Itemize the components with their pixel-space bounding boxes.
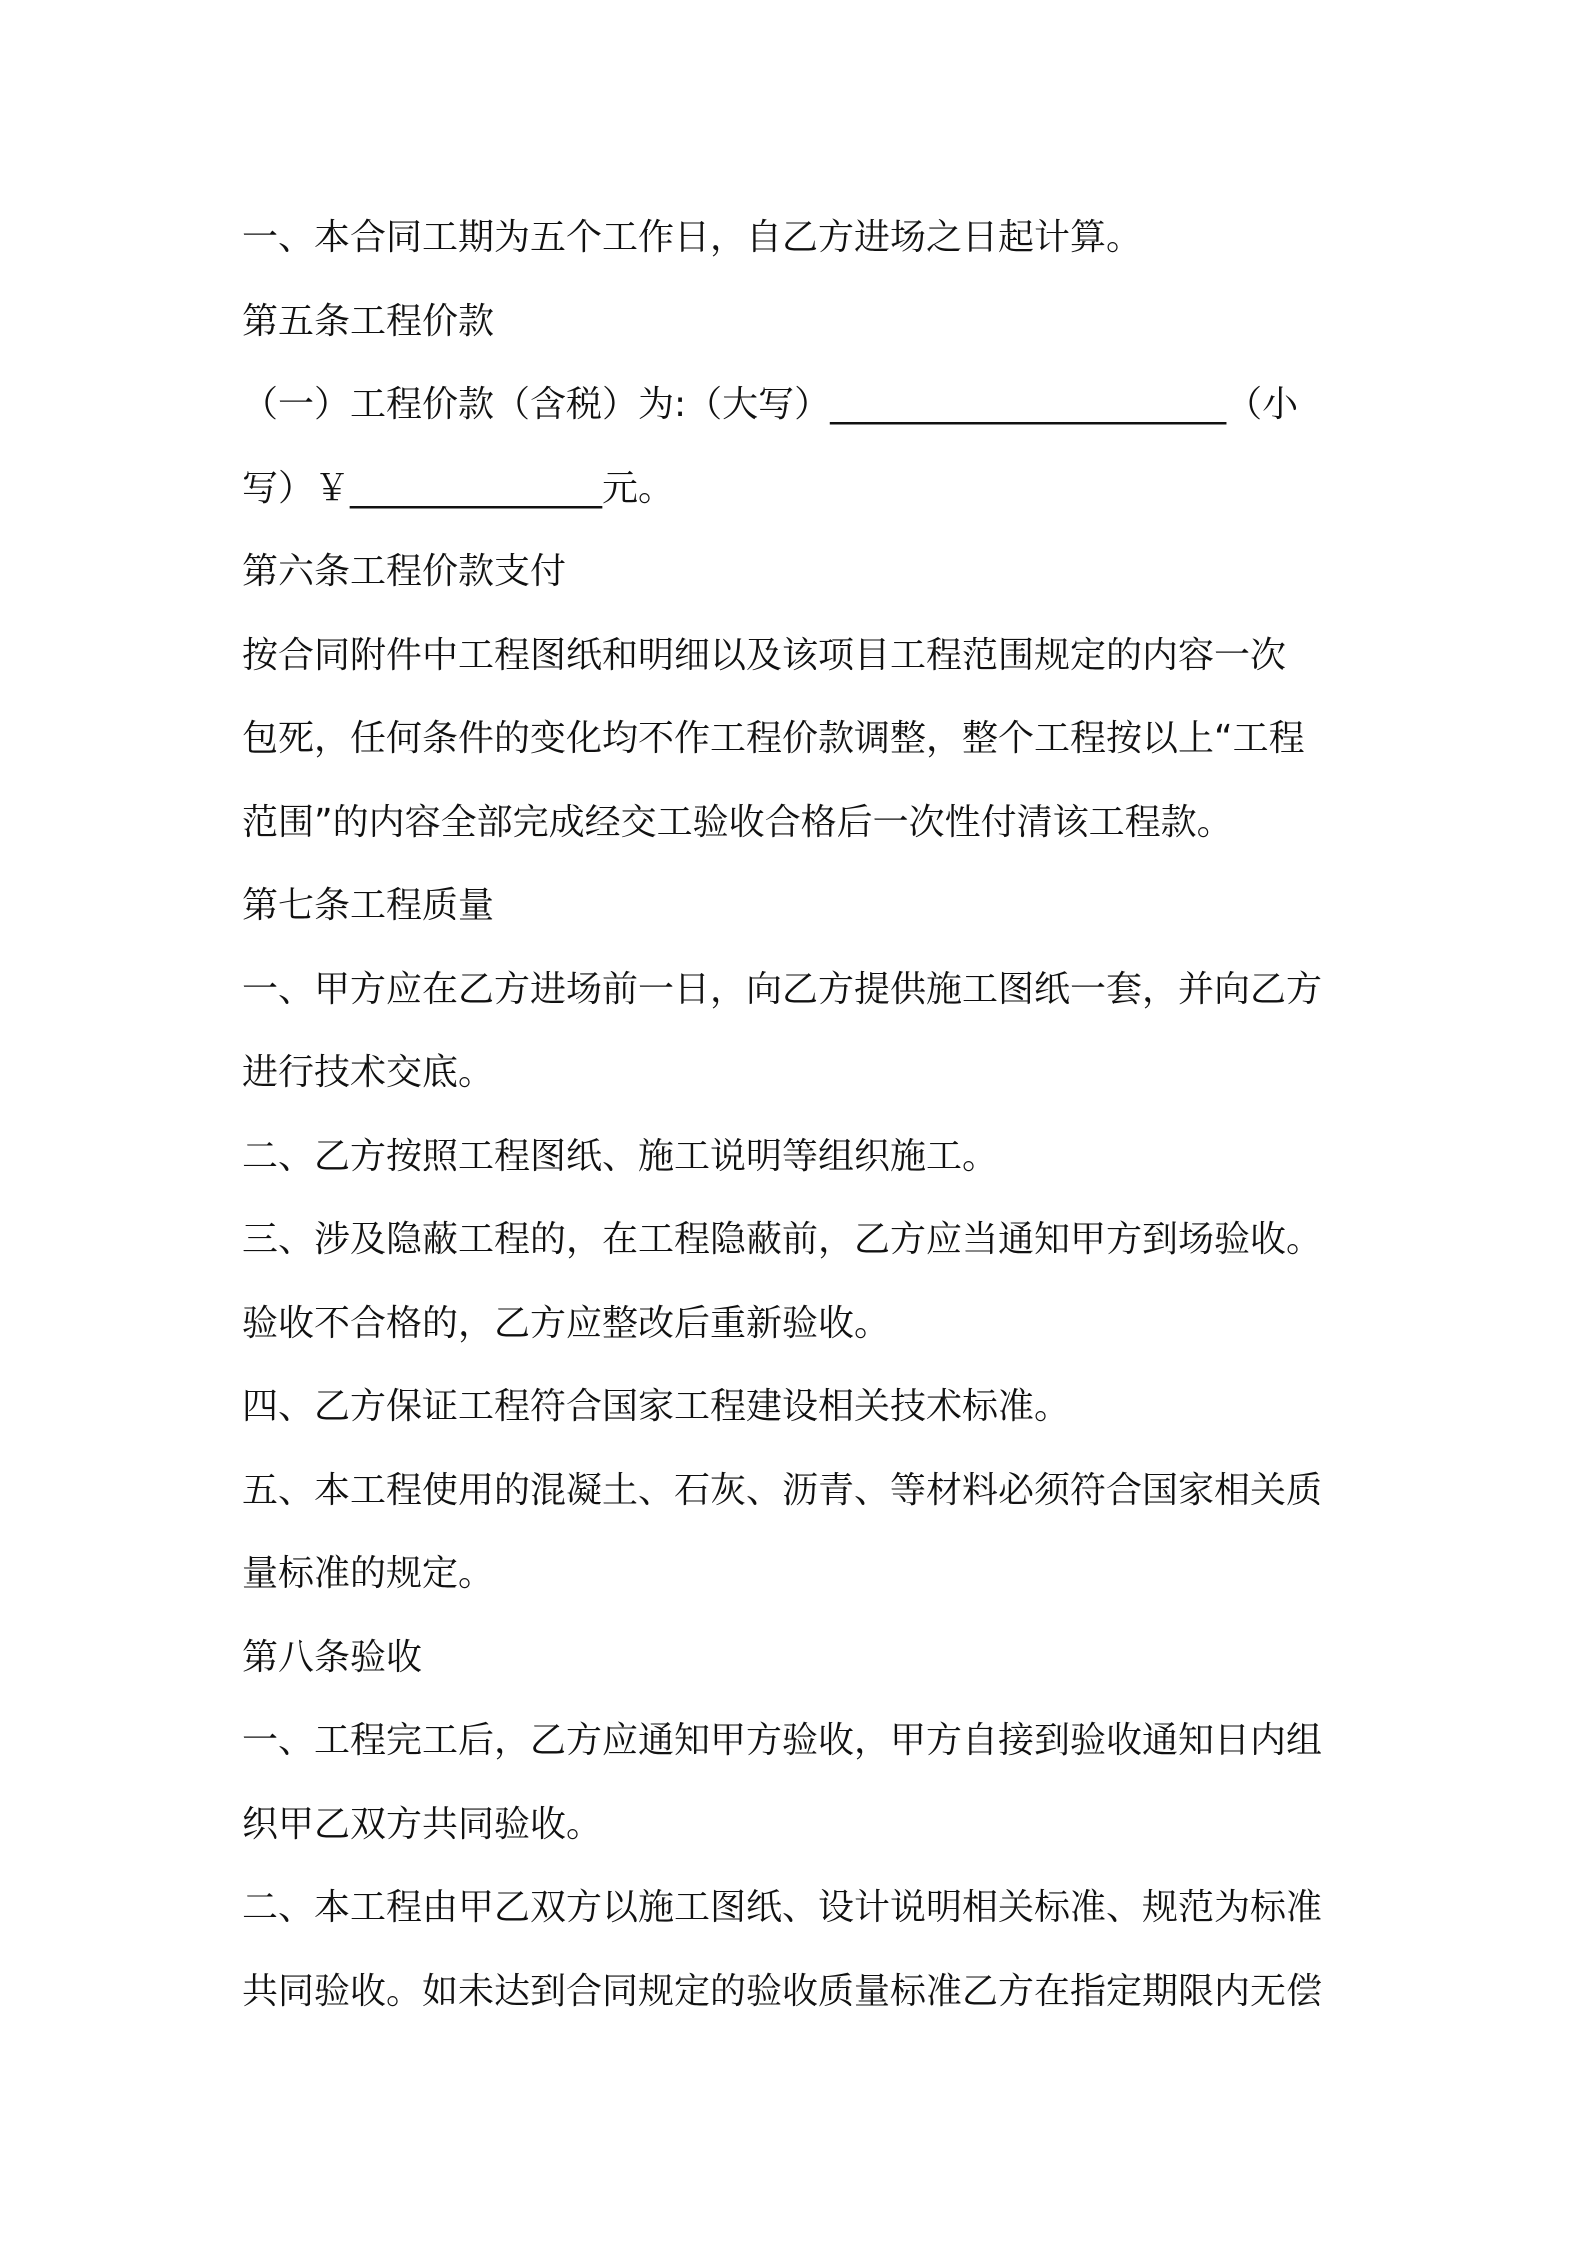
paragraph-line: 一、甲方应在乙方进场前一日，向乙方提供施工图纸一套，并向乙方 bbox=[242, 968, 1323, 1010]
section-heading: 第五条工程价款 bbox=[242, 300, 495, 342]
section-heading: 第六条工程价款支付 bbox=[242, 551, 567, 592]
section-heading: 第七条工程质量 bbox=[242, 885, 495, 926]
paragraph-line: 包死，任何条件的变化均不作工程价款调整，整个工程按以上“工程 bbox=[242, 718, 1305, 759]
paragraph-line: 一、本合同工期为五个工作日，自乙方进场之日起计算。 bbox=[242, 217, 1143, 258]
paragraph-line: 进行技术交底。 bbox=[242, 1052, 495, 1093]
paragraph-line: 三、涉及隐蔽工程的，在工程隐蔽前，乙方应当通知甲方到场验收。 bbox=[242, 1219, 1323, 1260]
paragraph-line: 五、本工程使用的混凝土、石灰、沥青、等材料必须符合国家相关质 bbox=[242, 1469, 1323, 1511]
paragraph-line: 一、工程完工后，乙方应通知甲方验收，甲方自接到验收通知日内组 bbox=[242, 1720, 1323, 1761]
paragraph-line: 共同验收。如未达到合同规定的验收质量标准乙方在指定期限内无偿 bbox=[242, 1970, 1323, 2012]
paragraph-line: 四、乙方保证工程符合国家工程建设相关技术标准。 bbox=[242, 1386, 1071, 1427]
document-body bbox=[242, 196, 1352, 2033]
section-heading: 第八条验收 bbox=[242, 1636, 423, 1678]
paragraph-line: 二、乙方按照工程图纸、施工说明等组织施工。 bbox=[242, 1135, 999, 1177]
paragraph-line: 织甲乙双方共同验收。 bbox=[242, 1803, 603, 1845]
paragraph-line: 验收不合格的，乙方应整改后重新验收。 bbox=[242, 1302, 891, 1344]
paragraph-line: 范围”的内容全部完成经交工验收合格后一次性付清该工程款。 bbox=[242, 801, 1233, 843]
paragraph-line: 按合同附件中工程图纸和明细以及该项目工程范围规定的内容一次 bbox=[242, 634, 1287, 676]
paragraph-line: 量标准的规定。 bbox=[242, 1553, 495, 1594]
paragraph-line: 写）￥______________元。 bbox=[242, 467, 675, 509]
paragraph-line: 二、本工程由甲乙双方以施工图纸、设计说明相关标准、规范为标准 bbox=[242, 1887, 1323, 1928]
paragraph-line: （一）工程价款（含税）为:（大写）______________________（小 bbox=[242, 384, 1299, 425]
